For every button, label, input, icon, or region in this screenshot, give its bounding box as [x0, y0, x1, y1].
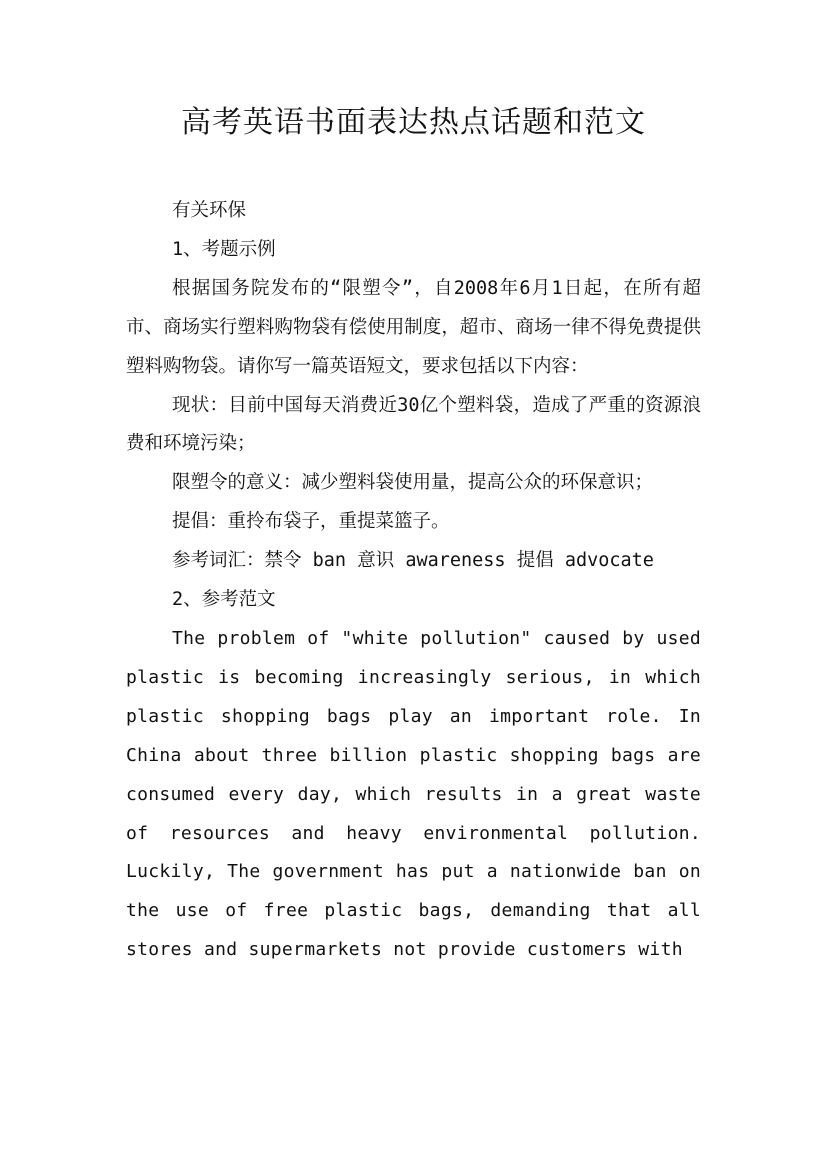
section-heading-example: 1、考题示例: [172, 238, 276, 260]
document-body: [126, 192, 701, 970]
prompt-paragraph: 根据国务院发布的“限塑令”，自2008年6月1日起，在所有超市、商场实行塑料购物袋有偿使用制度，超市、商场一律不得免费提供塑料购物袋。请你写一篇英语短文，要求包括以下内容：: [126, 277, 701, 377]
reference-vocabulary: 参考词汇：禁令 ban 意识 awareness 提倡 advocate: [172, 550, 654, 572]
document-title: 高考英语书面表达热点话题和范文: [181, 105, 646, 140]
requirement-status: 现状：目前中国每天消费近30亿个塑料袋，造成了严重的资源浪费和环境污染；: [126, 394, 701, 455]
requirement-significance: 限塑令的意义：减少塑料袋使用量，提高公众的环保意识；: [172, 472, 654, 494]
sample-essay-paragraph: The problem of "white pollution" caused by used plastic is becoming increasingly serious, in which plastic shopping bags play an important role. In China about three billion plastic shopping bags are consumed every day, which results in a great waste of resources and heavy environmental pollution. Luckily, The government has put a nationwide ban on the use of free plastic bags, demanding that all stores and supermarkets not provide customers with: [126, 627, 701, 961]
requirement-advocacy: 提倡：重拎布袋子，重提菜篮子。: [172, 511, 450, 533]
section-heading-sample: 2、参考范文: [172, 589, 276, 611]
section-heading-environment: 有关环保: [172, 200, 247, 221]
